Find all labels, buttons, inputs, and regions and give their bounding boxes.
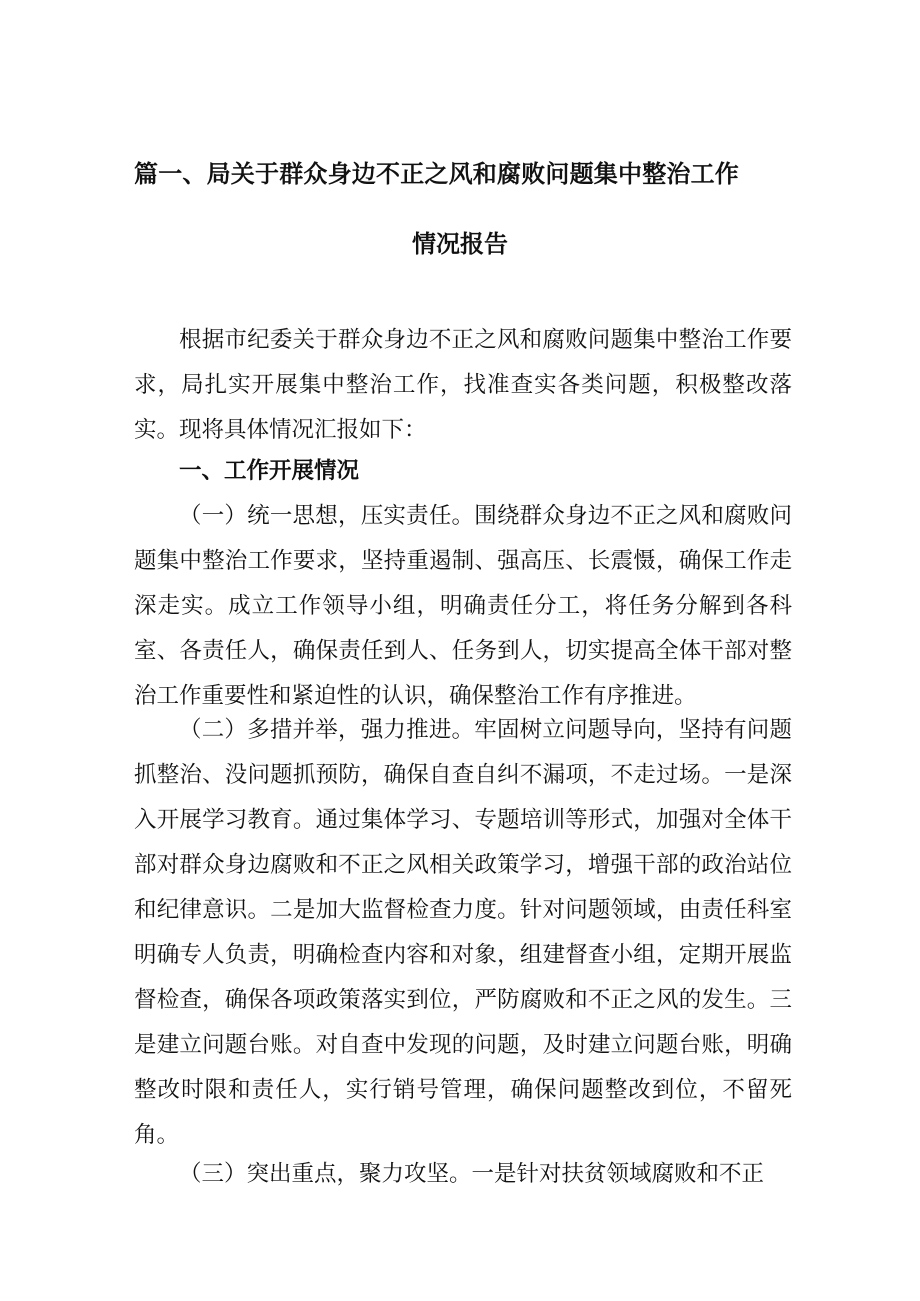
paragraph-multiple-measures: （二）多措并举，强力推进。牢固树立问题导向，坚持有问题抓整治、没问题抓预防，确保自查自纠不漏项，不走过场。一是深入开展学习教育。通过集体学习、专题培训等形式，加强对全体干部对群众身边腐败和不正之风相关政策学习，增强干部的政治站位和纪律意识。二是加大监督检查力度。针对问题领域，由责任科室明确专人负责，明确检查内容和对象，组建督查小组，定期开展监督检查，确保各项政策落实到位，严防腐败和不正之风的发生。三是建立问题台账。对自查中发现的问题，及时建立问题台账，明确整改时限和责任人，实行销号管理，确保问题整改到位，不留死角。 <box>134 717 792 1148</box>
section-heading-work-progress: 一、工作开展情况 <box>179 458 360 484</box>
paragraph-unify-thinking: （一）统一思想，压实责任。围绕群众身边不正之风和腐败问题集中整治工作要求，坚持重遏制、强高压、长震慑，确保工作走深走实。成立工作领导小组，明确责任分工，将任务分解到各科室、各责任人，确保责任到人、任务到人，切实提高全体干部对整治工作重要性和紧迫性的认识，确保整治工作有序推进。 <box>134 503 792 709</box>
document-title-line-2: 情况报告 <box>412 230 508 258</box>
document-title-line-1: 篇一、局关于群众身边不正之风和腐败问题集中整治工作 <box>134 160 739 188</box>
intro-paragraph: 根据市纪委关于群众身边不正之风和腐败问题集中整治工作要求，局扎实开展集中整治工作，找准查实各类问题，积极整改落实。现将具体情况汇报如下： <box>134 327 792 443</box>
paragraph-key-focus: （三）突出重点，聚力攻坚。一是针对扶贫领域腐败和不正 <box>179 1161 765 1187</box>
